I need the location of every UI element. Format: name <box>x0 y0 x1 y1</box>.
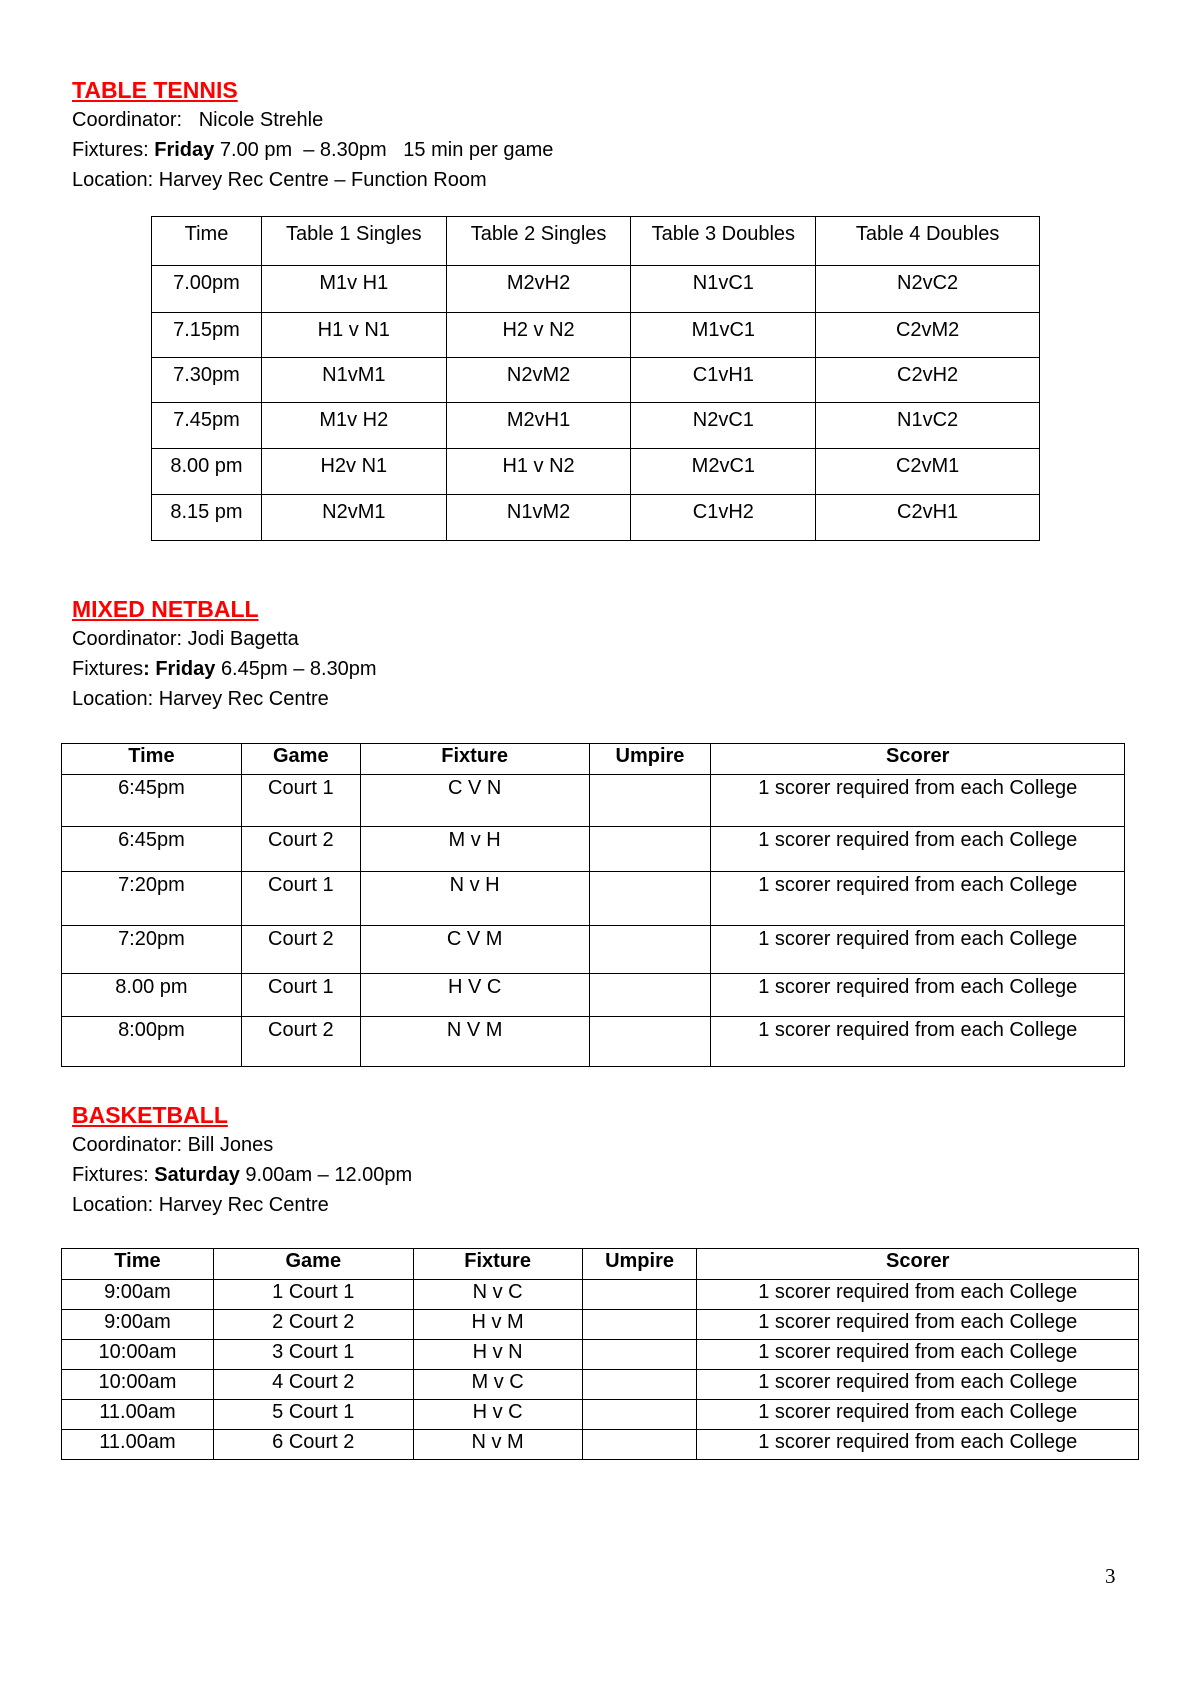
table-cell: C V N <box>360 775 589 827</box>
table-cell: 10:00am <box>62 1370 214 1400</box>
table-header-row <box>152 217 1040 266</box>
table-cell: 11.00am <box>62 1430 214 1460</box>
table-cell: N v M <box>413 1430 582 1460</box>
table-cell: N v C <box>413 1280 582 1310</box>
table-tennis-fixtures: Fixtures: Friday 7.00 pm – 8.30pm 15 min per game <box>72 139 554 161</box>
header-cell: Game <box>213 1249 413 1280</box>
table-cell: Court 2 <box>241 1017 360 1067</box>
table-cell <box>589 974 711 1017</box>
table-cell: Court 1 <box>241 775 360 827</box>
table-cell: 7.15pm <box>152 313 262 358</box>
mixed-netball-location: Location: Harvey Rec Centre <box>72 688 329 710</box>
table-row <box>62 1370 1139 1400</box>
header-cell: Game <box>241 744 360 775</box>
table-row <box>62 1280 1139 1310</box>
table-cell: 7:20pm <box>62 926 242 974</box>
table-cell: 6:45pm <box>62 827 242 872</box>
table-cell: M v C <box>413 1370 582 1400</box>
table-cell: H v M <box>413 1310 582 1340</box>
table-row <box>152 313 1040 358</box>
table-cell: N1vM1 <box>261 358 446 403</box>
table-row <box>62 872 1125 926</box>
table-cell: N2vM2 <box>446 358 631 403</box>
header-cell: Table 2 Singles <box>446 217 631 266</box>
table-cell: 1 scorer required from each College <box>711 872 1125 926</box>
header-cell: Umpire <box>589 744 711 775</box>
table-cell: 5 Court 1 <box>213 1400 413 1430</box>
table-cell: 1 scorer required from each College <box>697 1340 1139 1370</box>
table-cell: 4 Court 2 <box>213 1370 413 1400</box>
table-cell: N1vC2 <box>816 403 1040 449</box>
table-cell: 7:20pm <box>62 872 242 926</box>
table-cell: 1 scorer required from each College <box>697 1430 1139 1460</box>
table-row <box>152 449 1040 495</box>
basketball-table <box>61 1248 1139 1460</box>
table-cell: 1 scorer required from each College <box>697 1400 1139 1430</box>
table-cell: Court 2 <box>241 827 360 872</box>
table-cell: N1vM2 <box>446 495 631 541</box>
table-tennis-location: Location: Harvey Rec Centre – Function Room <box>72 169 487 191</box>
header-cell: Time <box>62 1249 214 1280</box>
mixed-netball-section <box>72 594 377 714</box>
basketball-heading: BASKETBALL <box>72 1102 228 1128</box>
header-cell: Table 4 Doubles <box>816 217 1040 266</box>
table-row <box>62 926 1125 974</box>
table-cell: N2vC2 <box>816 266 1040 313</box>
table-cell: C1vH2 <box>631 495 816 541</box>
table-cell: N1vC1 <box>631 266 816 313</box>
basketball-location: Location: Harvey Rec Centre <box>72 1194 329 1216</box>
table-cell: C V M <box>360 926 589 974</box>
table-row <box>62 1340 1139 1370</box>
basketball-coordinator: Coordinator: Bill Jones <box>72 1134 274 1156</box>
table-cell: 1 scorer required from each College <box>711 775 1125 827</box>
header-cell: Time <box>152 217 262 266</box>
table-cell: 7.00pm <box>152 266 262 313</box>
table-cell: H2v N1 <box>261 449 446 495</box>
table-cell: 1 scorer required from each College <box>697 1310 1139 1340</box>
table-header-row <box>62 1249 1139 1280</box>
table-cell: C2vM1 <box>816 449 1040 495</box>
table-cell <box>582 1370 697 1400</box>
table-tennis-table <box>151 216 1040 541</box>
table-cell: 10:00am <box>62 1340 214 1370</box>
table-cell: H v N <box>413 1340 582 1370</box>
table-row <box>62 1430 1139 1460</box>
header-cell: Fixture <box>413 1249 582 1280</box>
table-cell: Court 1 <box>241 872 360 926</box>
table-cell: H v C <box>413 1400 582 1430</box>
table-cell: M2vH2 <box>446 266 631 313</box>
header-cell: Time <box>62 744 242 775</box>
table-cell: 1 scorer required from each College <box>711 1017 1125 1067</box>
mixed-netball-table <box>61 743 1125 1067</box>
header-cell: Table 3 Doubles <box>631 217 816 266</box>
table-row <box>62 1400 1139 1430</box>
header-cell: Scorer <box>697 1249 1139 1280</box>
table-cell: N2vM1 <box>261 495 446 541</box>
table-cell <box>589 827 711 872</box>
table-cell: C2vM2 <box>816 313 1040 358</box>
table-cell <box>582 1310 697 1340</box>
basketball-section <box>72 1100 412 1220</box>
table-cell: M1vC1 <box>631 313 816 358</box>
table-row <box>62 1017 1125 1067</box>
table-row <box>152 495 1040 541</box>
table-tennis-heading: TABLE TENNIS <box>72 77 238 103</box>
mixed-netball-heading: MIXED NETBALL <box>72 596 259 622</box>
table-cell: 1 scorer required from each College <box>711 926 1125 974</box>
table-cell: 8.15 pm <box>152 495 262 541</box>
mixed-netball-coordinator: Coordinator: Jodi Bagetta <box>72 628 299 650</box>
table-row <box>62 775 1125 827</box>
table-cell: C1vH1 <box>631 358 816 403</box>
table-cell: M2vC1 <box>631 449 816 495</box>
table-cell: 9:00am <box>62 1280 214 1310</box>
table-tennis-section <box>72 75 553 195</box>
table-cell: M1v H1 <box>261 266 446 313</box>
table-cell: M v H <box>360 827 589 872</box>
table-row <box>62 827 1125 872</box>
header-cell: Fixture <box>360 744 589 775</box>
table-cell <box>582 1340 697 1370</box>
table-cell <box>582 1430 697 1460</box>
table-cell: 1 scorer required from each College <box>697 1370 1139 1400</box>
header-cell: Table 1 Singles <box>261 217 446 266</box>
header-cell: Scorer <box>711 744 1125 775</box>
table-cell: 2 Court 2 <box>213 1310 413 1340</box>
table-row <box>62 974 1125 1017</box>
table-cell: C2vH2 <box>816 358 1040 403</box>
table-cell: H2 v N2 <box>446 313 631 358</box>
table-cell <box>589 1017 711 1067</box>
table-cell: 7.45pm <box>152 403 262 449</box>
table-cell: 1 Court 1 <box>213 1280 413 1310</box>
table-row <box>152 403 1040 449</box>
table-header-row <box>62 744 1125 775</box>
table-cell: 11.00am <box>62 1400 214 1430</box>
table-cell <box>589 775 711 827</box>
table-cell: M2vH1 <box>446 403 631 449</box>
table-cell: H V C <box>360 974 589 1017</box>
table-cell: 7.30pm <box>152 358 262 403</box>
table-cell: 6 Court 2 <box>213 1430 413 1460</box>
page-number: 3 <box>1105 1564 1116 1588</box>
table-cell: 8.00 pm <box>152 449 262 495</box>
mixed-netball-fixtures: Fixtures: Friday 6.45pm – 8.30pm <box>72 658 377 680</box>
table-cell <box>582 1400 697 1430</box>
table-cell: 8:00pm <box>62 1017 242 1067</box>
table-cell <box>589 926 711 974</box>
table-cell: 1 scorer required from each College <box>711 827 1125 872</box>
table-cell: H1 v N1 <box>261 313 446 358</box>
basketball-fixtures: Fixtures: Saturday 9.00am – 12.00pm <box>72 1164 413 1186</box>
table-cell: 3 Court 1 <box>213 1340 413 1370</box>
table-cell: 1 scorer required from each College <box>697 1280 1139 1310</box>
table-cell: H1 v N2 <box>446 449 631 495</box>
table-cell: 8.00 pm <box>62 974 242 1017</box>
table-cell: N V M <box>360 1017 589 1067</box>
table-cell: 6:45pm <box>62 775 242 827</box>
table-cell <box>582 1280 697 1310</box>
table-cell <box>589 872 711 926</box>
table-cell: Court 1 <box>241 974 360 1017</box>
table-cell: Court 2 <box>241 926 360 974</box>
table-tennis-coordinator: Coordinator: Nicole Strehle <box>72 109 324 131</box>
table-row <box>62 1310 1139 1340</box>
header-cell: Umpire <box>582 1249 697 1280</box>
table-cell: M1v H2 <box>261 403 446 449</box>
table-cell: N2vC1 <box>631 403 816 449</box>
table-cell: 1 scorer required from each College <box>711 974 1125 1017</box>
table-cell: C2vH1 <box>816 495 1040 541</box>
table-row <box>152 358 1040 403</box>
table-row <box>152 266 1040 313</box>
table-cell: 9:00am <box>62 1310 214 1340</box>
table-cell: N v H <box>360 872 589 926</box>
